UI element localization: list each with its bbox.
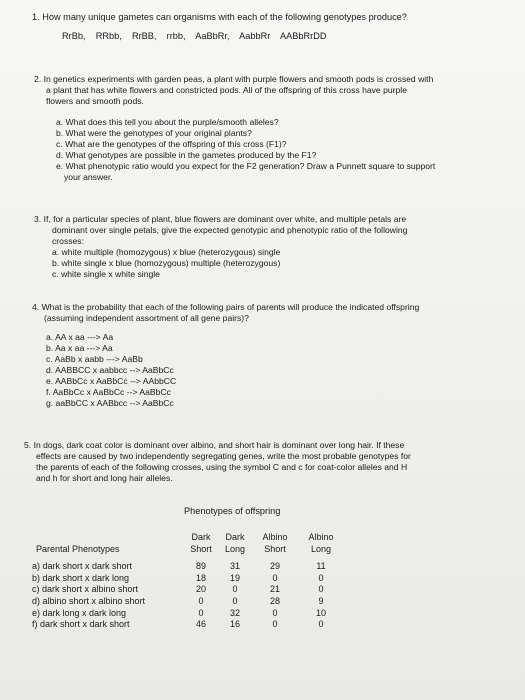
cell-albino-long: 0 xyxy=(318,619,324,630)
row-label: a) dark short x dark short xyxy=(32,561,133,572)
cell-albino-long: 11 xyxy=(316,561,326,572)
q4-item-f: f. AaBbCc x AaBbCc --> AaBbCc xyxy=(46,387,171,397)
parental-phenotypes-header: Parental Phenotypes xyxy=(36,543,120,554)
cell-dark-long: 31 xyxy=(229,561,240,572)
cell-dark-long: 0 xyxy=(232,584,238,595)
cell-albino-short: 29 xyxy=(269,561,280,572)
q3-text-3: crosses: xyxy=(52,236,84,246)
table-row xyxy=(30,619,344,631)
q2-c: c. What are the genotypes of the offspring of this cross (F1)? xyxy=(56,139,287,149)
cell-albino-short: 21 xyxy=(269,584,280,595)
col-header-top: Dark xyxy=(191,532,211,542)
q2-text-2: a plant that has white flowers and constricted pods. All of the offspring of this cross have purple xyxy=(46,85,407,95)
col-header-top: Dark xyxy=(225,532,245,542)
cell-dark-short: 0 xyxy=(198,595,204,606)
phenotypes-table-title: Phenotypes of offspring xyxy=(184,506,281,516)
cell-albino-long: 9 xyxy=(318,595,324,606)
cell-albino-long: 0 xyxy=(318,572,324,583)
cell-dark-long: 0 xyxy=(232,595,238,606)
q2-b: b. What were the genotypes of your original plants? xyxy=(56,128,252,138)
cell-dark-short: 20 xyxy=(195,584,206,595)
question-3 xyxy=(34,214,514,280)
cell-albino-long: 10 xyxy=(315,607,326,618)
cell-albino-long: 0 xyxy=(318,584,324,595)
table-row xyxy=(30,561,344,573)
q5-text-2: effects are caused by two independently segregating genes, write the most probable genotypes for xyxy=(36,451,411,461)
row-label: f) dark short x dark short xyxy=(32,619,130,630)
question-4 xyxy=(32,302,517,409)
cell-albino-short: 0 xyxy=(272,572,278,583)
q1-number: 1. xyxy=(32,12,40,22)
q1-genotypes: RrBb, RRbb, RrBB, rrbb, AaBbRr, AabbRr AABbRrDD xyxy=(62,31,327,41)
q2-subquestions xyxy=(34,117,514,183)
table-row xyxy=(30,608,344,620)
q3-b: b. white single x blue (homozygous) multiple (heterozygous) xyxy=(52,258,281,268)
col-header-bottom: Short xyxy=(264,543,286,554)
cell-dark-short: 0 xyxy=(198,607,204,618)
col-header-bottom: Long xyxy=(224,543,246,554)
cell-dark-long: 32 xyxy=(229,607,240,618)
cell-albino-short: 0 xyxy=(272,619,278,630)
q4-item-g: g. aaBbCC x AABbcc --> AaBbCc xyxy=(46,398,174,408)
cell-dark-long: 19 xyxy=(229,572,240,583)
q3-text-2: dominant over single petals, give the expected genotypic and phenotypic ratio of the following xyxy=(52,225,408,235)
cell-dark-long: 16 xyxy=(229,619,240,630)
cell-dark-short: 18 xyxy=(195,572,206,583)
q4-item-d: d. AABBCC x aabbcc --> AaBbCc xyxy=(46,365,174,375)
q1-text: How many unique gametes can organisms with each of the following genotypes produce? xyxy=(42,12,407,22)
q4-item-b: b. Aa x aa ---> Aa xyxy=(46,343,113,353)
row-label: e) dark long x dark long xyxy=(32,607,127,618)
q4-item-a: a. AA x aa ---> Aa xyxy=(46,332,114,342)
cell-dark-short: 46 xyxy=(195,619,206,630)
q4-item-e: e. AABbCc x AaBbCc --> AAbbCC xyxy=(46,376,177,386)
col-header-bottom: Long xyxy=(310,543,332,554)
q2-text-1: In genetics experiments with garden peas, a plant with purple flowers and smooth pods is crossed with xyxy=(43,74,434,84)
table-row xyxy=(30,573,344,585)
q5-number: 5. xyxy=(24,440,32,450)
q3-a: a. white multiple (homozygous) x blue (heterozygous) single xyxy=(52,247,281,257)
q5-text-3: the parents of each of the following crosses, using the symbol C and c for coat-color alleles and H xyxy=(36,462,408,472)
table-row xyxy=(30,596,344,608)
q2-text-3: flowers and smooth pods. xyxy=(46,96,144,106)
q3-number: 3. xyxy=(34,214,42,224)
question-5 xyxy=(24,440,514,484)
q2-a: a. What does this tell you about the purple/smooth alleles? xyxy=(56,117,279,127)
col-header-top: Albino xyxy=(308,532,334,542)
table-header-row-top xyxy=(30,532,344,544)
q2-d: d. What genotypes are possible in the gametes produced by the F1? xyxy=(56,150,317,160)
q4-items xyxy=(32,332,517,409)
question-2 xyxy=(34,74,514,183)
q4-item-c: c. AaBb x aabb ---> AaBb xyxy=(46,354,143,364)
question-1 xyxy=(32,12,502,42)
q5-text-1: In dogs, dark coat color is dominant over albino, and short hair is dominant over long hair. If these xyxy=(33,440,405,450)
q4-number: 4. xyxy=(32,302,40,312)
q2-number: 2. xyxy=(34,74,42,84)
col-header-bottom: Short xyxy=(190,543,212,554)
row-label: d) albino short x albino short xyxy=(32,595,146,606)
col-header-top: Albino xyxy=(262,532,288,542)
table-header-row-bottom xyxy=(30,544,344,556)
cell-dark-short: 89 xyxy=(195,561,206,572)
q2-e-1: e. What phenotypic ratio would you expect for the F2 generation? Draw a Punnett square to support xyxy=(56,161,436,171)
q3-c: c. white single x white single xyxy=(52,269,160,279)
table-row xyxy=(30,584,344,596)
q5-text-4: and h for short and long hair alleles. xyxy=(36,473,173,483)
q4-text-2: (assuming independent assortment of all gene pairs)? xyxy=(44,313,249,323)
row-label: c) dark short x albino short xyxy=(32,584,139,595)
row-label: b) dark short x dark long xyxy=(32,572,130,583)
q3-text-1: If, for a particular species of plant, blue flowers are dominant over white, and multiple petals are xyxy=(43,214,407,224)
q2-e-2: your answer. xyxy=(64,172,113,182)
phenotype-table xyxy=(30,532,344,631)
q4-text-1: What is the probability that each of the following pairs of parents will produce the indicated offspring xyxy=(41,302,420,312)
cell-albino-short: 28 xyxy=(269,595,280,606)
cell-albino-short: 0 xyxy=(272,607,278,618)
